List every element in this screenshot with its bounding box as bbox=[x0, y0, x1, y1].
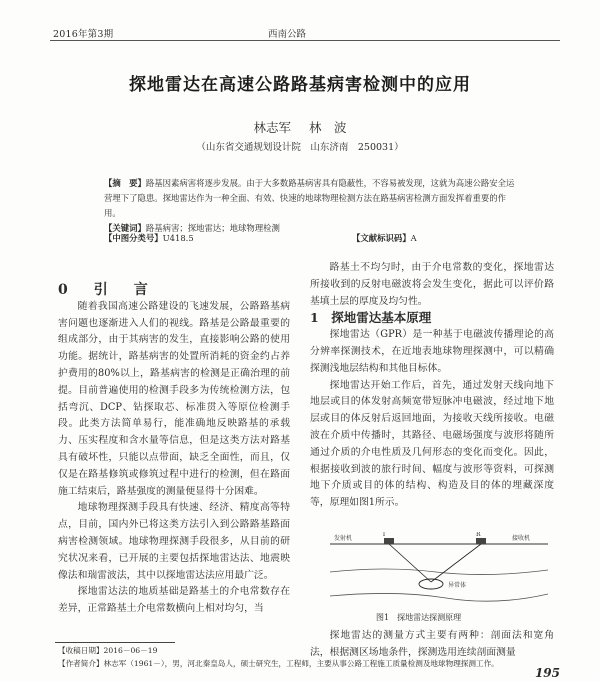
layer-interface-2 bbox=[330, 593, 548, 601]
section1-paragraph-2: 探地雷达开始工作后，首先，通过发射天线向地下地层或目的体发射高频宽带短脉冲电磁波，经过地下地层或目的体反射后返回地面，为接收天线所接收。电磁波在介质中传播时，其路径、电磁场强度与波形将随所通过介质的介电性质及几何形态的变化而变化。因此，根据接收到波的旅行时间、幅度与波形等资料，可探测地下介质或目的体的结构、构造及目的体的埋藏深度等，原理如图1所示。 bbox=[310, 379, 554, 509]
journal-name: 西南公路 bbox=[268, 29, 307, 40]
intro-paragraph-1: 随着我国高速公路建设的飞速发展，公路路基病害问题也逐渐进入人们的视线。路基是公路最重要的组成部分，由于其病害的发生，直接影响公路的使用功能。据统计，路基病害的处置所消耗的资金约占养护费用的80%以上，路基病害的检测是正确治理的前提。目前普遍使用的检测手段多为传统检测方法，包括弯沉、DCP、钻探取芯、标准贯入等原位检测手段。此类方法简单易行，能准确地反映路基的承载力、压实程度和含水量等信息，但是这类方法对路基具有破坏性，只能以点带面，缺乏全面性，而且，仅仅是在路基修筑或修筑过程中进行的检测，但在路面施工结束后，路基强度的测量便显得十分困难。 bbox=[58, 300, 290, 497]
label-r: R bbox=[476, 532, 481, 538]
abstract-label: 【摘 要】 bbox=[104, 178, 146, 188]
intro-paragraph-3: 探地雷达法的地质基础是路基土的介电常数存在差异，正常路基土介电常数横向上相对均匀，当 bbox=[58, 586, 290, 615]
abstract-text: 路基因素病害将逐步发展。由于大多数路基病害具有隐蔽性，不容易被发现，这就为高速公路安全运营埋下了隐患。探地雷达作为一种全面、有效、快速的地球物理检测方法在路基病害检测方面发挥着重要的作用。 bbox=[104, 178, 515, 218]
right-column bbox=[310, 260, 554, 512]
clc-value: U418.5 bbox=[162, 233, 194, 243]
keywords-label: 【关键词】 bbox=[104, 223, 146, 233]
doc-code-line bbox=[352, 232, 417, 244]
received-date: 【收稿日期】2016－06－19 bbox=[58, 646, 158, 655]
author-2: 林 波 bbox=[308, 120, 347, 135]
abstract-block bbox=[104, 176, 516, 236]
article-title: 探地雷达在高速公路路基病害检测中的应用 bbox=[129, 75, 471, 95]
layer-interface-1 bbox=[330, 569, 548, 575]
doc-code-label: 【文献标识码】 bbox=[352, 233, 411, 243]
after-figure-text bbox=[310, 628, 554, 662]
after-figure-paragraph: 探地雷达的测量方式主要有两种：剖面法和宽角法，根据测区场地条件，探测选用连续剖面测量 bbox=[310, 630, 554, 658]
gpr-principle-figure bbox=[326, 532, 552, 620]
header-rule bbox=[50, 40, 560, 41]
author-1: 林志军 bbox=[253, 120, 291, 135]
intro-heading: 0 引 言 bbox=[58, 282, 154, 298]
keywords-text: 路基病害；探地雷达；地球物理检测 bbox=[145, 223, 280, 233]
page-number: 195 bbox=[534, 666, 560, 680]
figure-caption: 图1 探地雷达探测原理 bbox=[376, 613, 462, 622]
doc-code-value: A bbox=[410, 233, 417, 243]
intro-paragraph-2: 地球物理探测手段具有快速、经济、精度高等特点，目前，国内外已将这类方法引入到公路路基路面病害检测领域。地球物理探测手段很多，从目前的研究状况来看，已开展的主要包括探地雷达法、地震映像法和瑞雷波法，其中以探地雷达法应用最广泛。 bbox=[58, 502, 290, 581]
label-target: 异常体 bbox=[448, 582, 467, 589]
footnote-rule bbox=[55, 642, 175, 643]
section1-paragraph-1: 探地雷达（GPR）是一种基于电磁波传播理论的高分辨率探测技术，在近地表地球物理探测中，可以精确探测浅地层结构和其他目标体。 bbox=[310, 329, 554, 374]
clc-line bbox=[104, 232, 194, 244]
affiliation: （山东省交通规划设计院 山东济南 250031） bbox=[196, 142, 404, 153]
left-column bbox=[58, 282, 290, 618]
label-transmitter: 发射机 bbox=[334, 535, 353, 542]
transmit-antenna bbox=[384, 538, 394, 544]
author-bio: 【作者简介】林志军（1961－），男，河北秦皇岛人，硕士研究生，工程师，主要从事公路工程施工质量检测及地球物理探测工作。 bbox=[58, 659, 499, 668]
receive-antenna bbox=[476, 538, 486, 544]
label-receiver: 接收机 bbox=[512, 535, 531, 542]
section1-heading: 1 探地雷达基本原理 bbox=[310, 310, 432, 326]
clc-label: 【中图分类号】 bbox=[104, 233, 163, 243]
reflected-ray bbox=[431, 544, 481, 582]
authors bbox=[0, 118, 600, 136]
issue-label: 2016年第3期 bbox=[53, 29, 114, 40]
incident-ray bbox=[389, 544, 431, 582]
label-t: T bbox=[382, 532, 387, 538]
anomaly-target bbox=[419, 579, 443, 589]
right-top-paragraph: 路基土不均匀时，由于介电常数的变化，探地雷达所接收到的反射电磁波将会发生变化，据此可以评价路基填土层的厚度及均匀性。 bbox=[310, 262, 554, 307]
